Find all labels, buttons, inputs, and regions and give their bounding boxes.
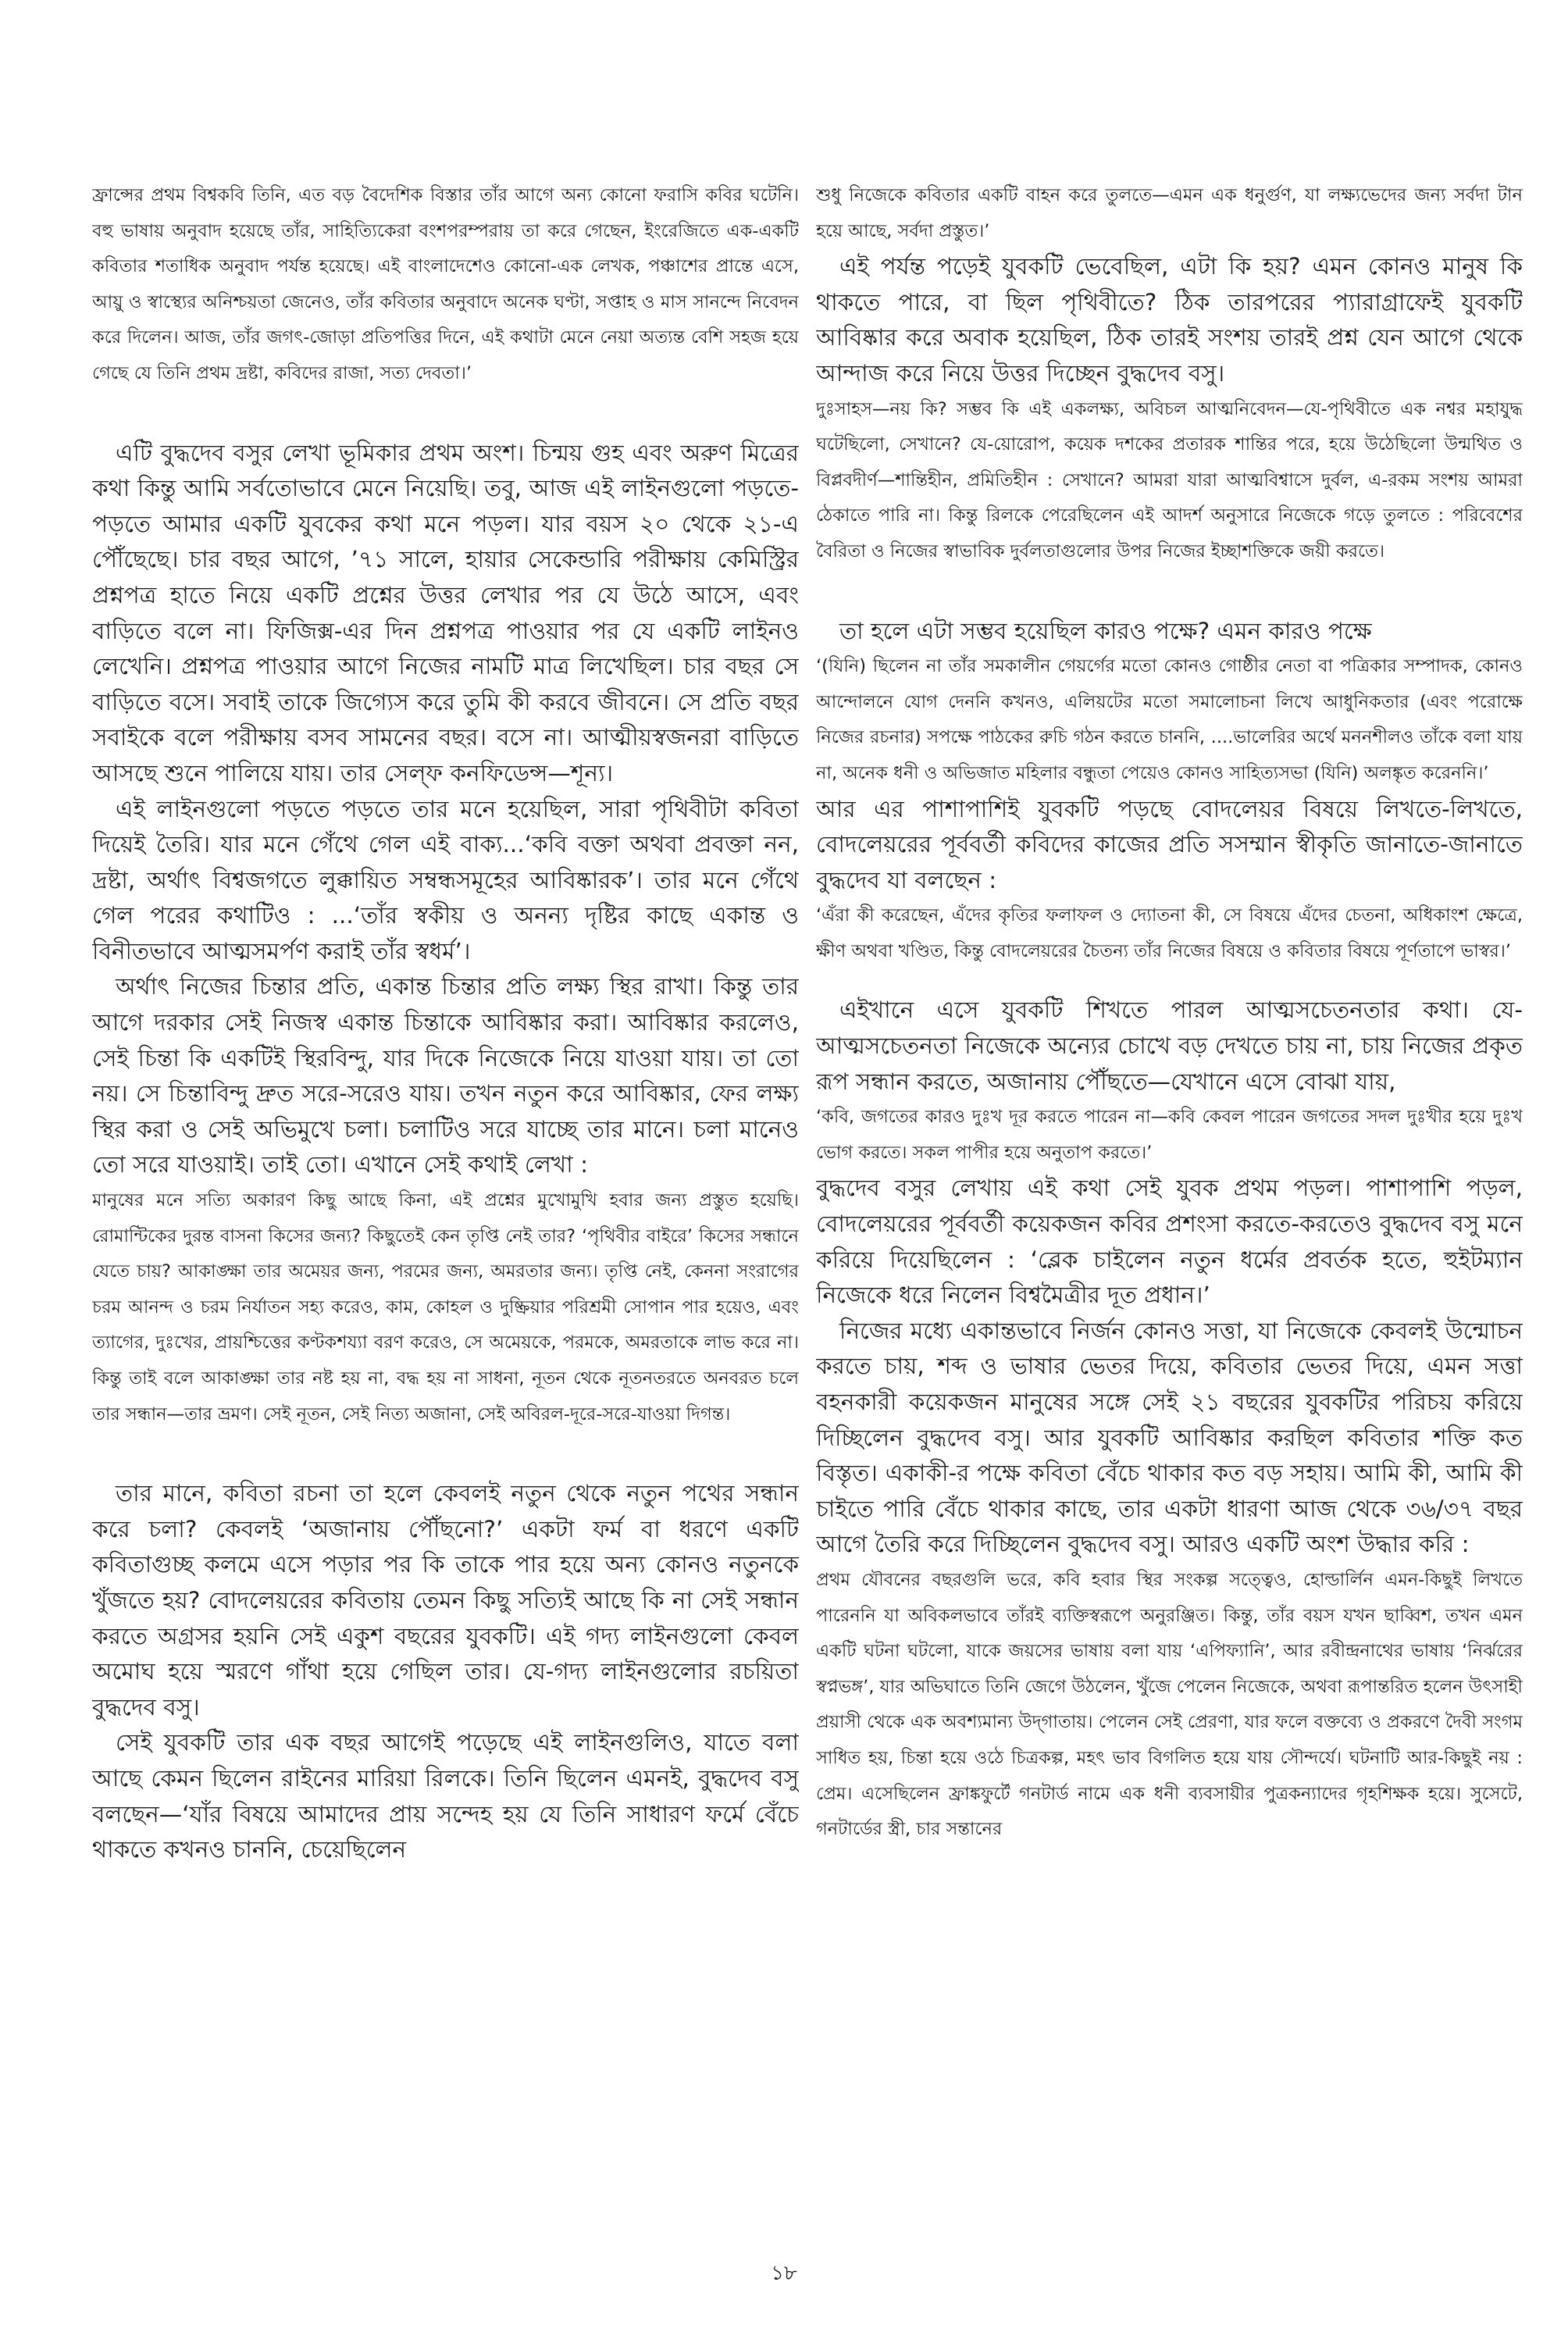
body-paragraph: এটি বুদ্ধদেব বসুর লেখা ভূমিকার প্রথম অংশ। চিন্ময় গুহ এবং অরুণ মিত্রের কথা কিন্তু আমি সর্বতোভাবে মেনে নিয়েছি। তবু, আজ এই লাইনগুলো পড়তে-পড়তে আমার একটি যুবকের কথা মনে পড়ল। যার বয়স ২০ থেকে ২১-এ পৌঁছেছে। চার বছর আগে, ’৭১ সালে, হায়ার সেকেন্ডারি পরীক্ষায় কেমিস্ট্রির প্রশ্নপত্র হাতে নিয়ে একটি প্রশ্নের উত্তর লেখার পর যে উঠে আসে, এবং বাড়িতে বলে না। ফিজিক্স-এর দিন প্রশ্নপত্র পাওয়ার পর যে একটি লাইনও লেখেনি। প্রশ্নপত্র পাওয়ার আগে নিজের নামটি মাত্র লিখেছিল। চার বছর সে বাড়িতে বসে। সবাই তাকে জিগ্যেস করে তুমি কী করবে জীবনে। সে প্রতি বছর সবাইকে বলে পরীক্ষায় বসব সামনের বছর। বসে না। আত্মীয়স্বজনরা বাড়িতে আসছে শুনে পালিয়ে যায়। তার সেল্‌ফ কনফিডেন্স—শূন্য। <box>92 439 799 786</box>
left-column <box>92 178 799 1868</box>
quote-paragraph: ‘(যিনি) ছিলেন না তাঁর সমকালীন গেয়র্গের মতো কোনও গোষ্ঠীর নেতা বা পত্রিকার সম্পাদক, কোনও আন্দোলনে যোগ দেননি কখনও, এলিয়টের মতো সমালোচনা লিখে আধুনিকতার (এবং পরোক্ষে নিজের রচনার) সপক্ষে পাঠকের রুচি গঠন করতে চাননি, ....ভালেরির অর্থে মননশীলও তাঁকে বলা যায় না, অনেক ধনী ও অভিজাত মহিলার বন্ধুতা পেয়েও কোনও সাহিত্যসভা (যিনি) অলঙ্কৃত করেননি।’ <box>816 656 1523 783</box>
quote-paragraph: মানুষের মনে সত্যি অকারণ কিছু আছে কিনা, এই প্রশ্নের মুখোমুখি হবার জন্য প্রস্তুত হয়েছি। রোমান্টিকের দুরন্ত বাসনা কিসের জন্য? কিছুতেই কেন তৃপ্তি নেই তার? ‘পৃথিবীর বাইরে’ কিসের সন্ধানে যেতে চায়? আকাঙ্ক্ষা তার অমেয়র জন্য, পরমের জন্য, অমরতার জন্য। তৃপ্তি নেই, কেননা সংরাগের চরম আনন্দ ও চরম নির্যাতন সহ্য করেও, কাম, কোহল ও দুষ্ক্রিয়ার পরিশ্রমী সোপান পার হয়েও, এবং ত্যাগের, দুঃখের, প্রায়শ্চিত্তের কণ্টকশয্যা বরণ করেও, সে অমেয়কে, পরমকে, অমরতাকে লাভ করে না। কিন্তু তাই বলে আকাঙ্ক্ষা তার নষ্ট হয় না, বদ্ধ হয় না সাধনা, নূতন থেকে নূতনতরতে অনবরত চলে তার সন্ধান—তার ভ্রমণ। সেই নূতন, সেই নিত্য অজানা, সেই অবিরল-দূরে-সরে-যাওয়া দিগন্ত। <box>92 1190 799 1425</box>
quote-paragraph: শুধু নিজেকে কবিতার একটি বাহন করে তুলতে—এমন এক ধনুর্গুণ, যা লক্ষ্যভেদের জন্য সর্বদা টান হয়ে আছে, সর্বদা প্রস্তুত।’ <box>816 185 1523 241</box>
body-paragraph: এইখানে এসে যুবকটি শিখতে পারল আত্মসচেতনতার কথা। যে-আত্মসচেতনতা নিজেকে অন্যের চোখে বড় দেখতে চায় না, চায় নিজের প্রকৃত রূপ সন্ধান করতে, অজানায় পৌঁছতে—যেখানে এসে বোঝা যায়, <box>816 997 1523 1095</box>
body-paragraph: এই লাইনগুলো পড়তে পড়তে তার মনে হয়েছিল, সারা পৃথিবীটা কবিতা দিয়েই তৈরি। যার মনে গেঁথে গেল এই বাক্য...‘কবি বক্তা অথবা প্রবক্তা নন, দ্রষ্টা, অর্থাৎ বিশ্বজগতে লুক্কায়িত সম্বন্ধসমূহের আবিষ্কারক’। তার মনে গেঁথে গেল পরের কথাটিও : ...‘তাঁর স্বকীয় ও অনন্য দৃষ্টির কাছে একান্ত ও বিনীতভাবে আত্মসমর্পণ করাই তাঁর স্বধর্ম’। <box>92 795 799 965</box>
body-paragraph: আর এর পাশাপাশিই যুবকটি পড়ছে বোদলেয়র বিষয়ে লিখতে-লিখতে, বোদলেয়রের পূর্ববর্তী কবিদের কাজের প্রতি সসম্মান স্বীকৃতি জানাতে-জানাতে বুদ্ধদেব যা বলছেন : <box>816 795 1523 893</box>
quote-paragraph: প্রথম যৌবনের বছরগুলি ভরে, কবি হবার স্থির সংকল্প সত্ত্বেও, হোল্ডার্লিন এমন-কিছুই লিখতে পারেননি যা অবিকলভাবে তাঁরই ব্যক্তিস্বরূপে অনুরঞ্জিত। কিন্তু, তাঁর বয়স যখন ছাব্বিশ, তখন এমন একটি ঘটনা ঘটলো, যাকে জয়সের ভাষায় বলা যায় ‘এপিফ্যানি’, আর রবীন্দ্রনাথের ভাষায় ‘নির্ঝরের স্বপ্নভঙ্গ’, যার অভিঘাতে তিনি জেগে উঠলেন, খুঁজে পেলেন নিজেকে, অথবা রূপান্তরিত হলেন উৎসাহী প্রয়াসী থেকে এক অবশ্যমান্য উদ্‌গাতায়। পেলেন সেই প্রেরণা, যার ফলে বক্তব্যে ও প্রকরণে দৈবী সংগম সাধিত হয়, চিন্তা হয়ে ওঠে চিত্রকল্প, মহৎ ভাব বিগলিত হয়ে যায় সৌন্দর্যে। ঘটনাটি আর-কিছুই নয় : প্রেম। এসেছিলেন ফ্রাঙ্কফুর্টে গনটার্ড নামে এক ধনী ব্যবসায়ীর পুত্রকন্যাদের গৃহশিক্ষক হয়ে। সুসেটে, গনটার্ডের স্ত্রী, চার সন্তানের <box>816 1569 1523 1840</box>
body-paragraph: এই পর্যন্ত পড়েই যুবকটি ভেবেছিল, এটা কি হয়? এমন কোনও মানুষ কি থাকতে পারে, বা ছিল পৃথিবীতে? ঠিক তারপরের প্যারাগ্রাফেই যুবকটি আবিষ্কার করে অবাক হয়েছিল, ঠিক তারই সংশয় তারই প্রশ্ন যেন আগে থেকে আন্দাজ করে নিয়ে উত্তর দিচ্ছেন বুদ্ধদেব বসু। <box>816 253 1523 387</box>
body-paragraph: তার মানে, কবিতা রচনা তা হলে কেবলই নতুন থেকে নতুন পথের সন্ধান করে চলা? কেবলই ‘অজানায় পৌঁছনো?’ একটা ফর্ম বা ধরণে একটি কবিতাগুচ্ছ কলমে এসে পড়ার পর কি তাকে পার হয়ে অন্য কোনও নতুনকে খুঁজতে হয়? বোদলেয়রের কবিতায় তেমন কিছু সত্যিই আছে কি না সেই সন্ধান করতে অগ্রসর হয়নি সেই একুশ বছরের যুবকটি। এই গদ্য লাইনগুলো কেবল অমোঘ হয়ে স্মরণে গাঁথা হয়ে গেছিল তার। যে-গদ্য লাইনগুলোর রচয়িতা বুদ্ধদেব বসু। <box>92 1480 799 1721</box>
page-number: ১৮ <box>771 2262 797 2285</box>
quote-paragraph: ‘এঁরা কী করেছেন, এঁদের কৃতির ফলাফল ও দ্যোতনা কী, সে বিষয়ে এঁদের চেতনা, অধিকাংশ ক্ষেত্রে, ক্ষীণ অথবা খণ্ডিত, কিন্তু বোদলেয়রের চৈতন্য তাঁর নিজের বিষয়ে ও কবিতার বিষয়ে পূর্ণতাপে ভাস্বর।’ <box>816 905 1523 961</box>
body-paragraph: অর্থাৎ নিজের চিন্তার প্রতি, একান্ত চিন্তার প্রতি লক্ষ্য স্থির রাখা। কিন্তু তার আগে দরকার সেই নিজস্ব একান্ত চিন্তাকে আবিষ্কার করা। আবিষ্কার করলেও, সেই চিন্তা কি একটিই স্থিরবিন্দু, যার দিকে নিজেকে নিয়ে যাওয়া যায়। তা তো নয়। সে চিন্তাবিন্দু দ্রুত সরে-সরেও যায়। তখন নতুন করে আবিষ্কার, ফের লক্ষ্য স্থির করা ও সেই অভিমুখে চলা। চলাটিও সরে যাচ্ছে তার মানে। চলা মানেও তো সরে যাওয়াই। তাই তো। এখানে সেই কথাই লেখা : <box>92 973 799 1179</box>
body-paragraph: বুদ্ধদেব বসুর লেখায় এই কথা সেই যুবক প্রথম পড়ল। পাশাপাশি পড়ল, বোদলেয়রের পূর্ববর্তী কয়েকজন কবির প্রশংসা করতে-করতেও বুদ্ধদেব বসু মনে করিয়ে দিয়েছিলেন : ‘ব্লেক চাইলেন নতুন ধর্মের প্রবর্তক হতে, হুইটম্যান নিজেকে ধরে নিলেন বিশ্বমৈত্রীর দূত প্রধান।’ <box>816 1175 1523 1309</box>
body-paragraph: সেই যুবকটি তার এক বছর আগেই পড়েছে এই লাইনগুলিও, যাতে বলা আছে কেমন ছিলেন রাইনের মারিয়া রিলকে। তিনি ছিলেন এমনই, বুদ্ধদেব বসু বলছেন—‘যাঁর বিষয়ে আমাদের প্রায় সন্দেহ হয় যে তিনি সাধারণ ফর্মে বেঁচে থাকতে কখনও চাননি, চেয়েছিলেন <box>92 1729 799 1863</box>
body-paragraph: তা হলে এটা সম্ভব হয়েছিল কারও পক্ষে? এমন কারও পক্ষে <box>839 617 1372 644</box>
quote-paragraph: দুঃসাহস—নয় কি? সম্ভব কি এই একলক্ষ্য, অবিচল আত্মনিবেদন—যে-পৃথিবীতে এক নশ্বর মহাযুদ্ধ ঘটেছিলো, সেখানে? যে-য়োরোপ, কয়েক দশকের প্রতারক শান্তির পরে, হয়ে উঠেছিলো উন্মথিত ও বিপ্লবদীর্ণ—শান্তিহীন, প্রমিতিহীন : সেখানে? আমরা যারা আত্মবিশ্বাসে দুর্বল, এ-রকম সংশয় আমরা ঠেকাতে পারি না। কিন্তু রিলকে পেরেছিলেন এই আদর্শ অনুসারে নিজেকে গড়ে তুলতে : পরিবেশের বৈরিতা ও নিজের স্বাভাবিক দুর্বলতাগুলোর উপর নিজের ইচ্ছাশক্তিকে জয়ী করতে। <box>816 398 1523 562</box>
body-paragraph: নিজের মধ্যে একান্তভাবে নির্জন কোনও সত্তা, যা নিজেকে কেবলই উন্মোচন করতে চায়, শব্দ ও ভাষার ভেতর দিয়ে, কবিতার ভেতর দিয়ে, এমন সত্তা বহনকারী কয়েকজন মানুষের সঙ্গে সেই ২১ বছরের যুবকটির পরিচয় করিয়ে দিচ্ছিলেন বুদ্ধদেব বসু। আর যুবকটি আবিষ্কার করছিল কবিতার শক্তি কত বিস্তৃত। একাকী-র পক্ষে কবিতা বেঁচে থাকার কত বড় সহায়। আমি কী, আমি কী চাইতে পারি বেঁচে থাকার কাছে, তার একটা ধারণা আজ থেকে ৩৬/৩৭ বছর আগে তৈরি করে দিচ্ছিলেন বুদ্ধদেব বসু। আরও একটি অংশ উদ্ধার করি : <box>816 1317 1523 1558</box>
quote-paragraph: ফ্রান্সের প্রথম বিশ্বকবি তিনি, এত বড় বৈদেশিক বিস্তার তাঁর আগে অন্য কোনো ফরাসি কবির ঘটেনি। বহু ভাষায় অনুবাদ হয়েছে তাঁর, সাহিত্যিকেরা বংশপরম্পরায় তা করে গেছেন, ইংরেজিতে এক-একটি কবিতার শতাধিক অনুবাদ পর্যন্ত হয়েছে। এই বাংলাদেশেও কোনো-এক লেখক, পঞ্চাশের প্রান্তে এসে, আয়ু ও স্বাস্থ্যের অনিশ্চয়তা জেনেও, তাঁর কবিতার অনুবাদে অনেক ঘণ্টা, সপ্তাহ ও মাস সানন্দে নিবেদন করে দিলেন। আজ, তাঁর জগৎ-জোড়া প্রতিপত্তির দিনে, এই কথাটা মেনে নেয়া অত্যন্ত বেশি সহজ হয়ে গেছে যে তিনি প্রথম দ্রষ্টা, কবিদের রাজা, সত্য দেবতা।’ <box>92 185 799 383</box>
right-column <box>816 178 1523 1848</box>
quote-paragraph: ‘কবি, জগতের কারও দুঃখ দূর করতে পারেন না—কবি কেবল পারেন জগতের সদল দুঃখীর হয়ে দুঃখ ভোগ করতে। সকল পাপীর হয়ে অনুতাপ করতে।’ <box>816 1107 1523 1163</box>
